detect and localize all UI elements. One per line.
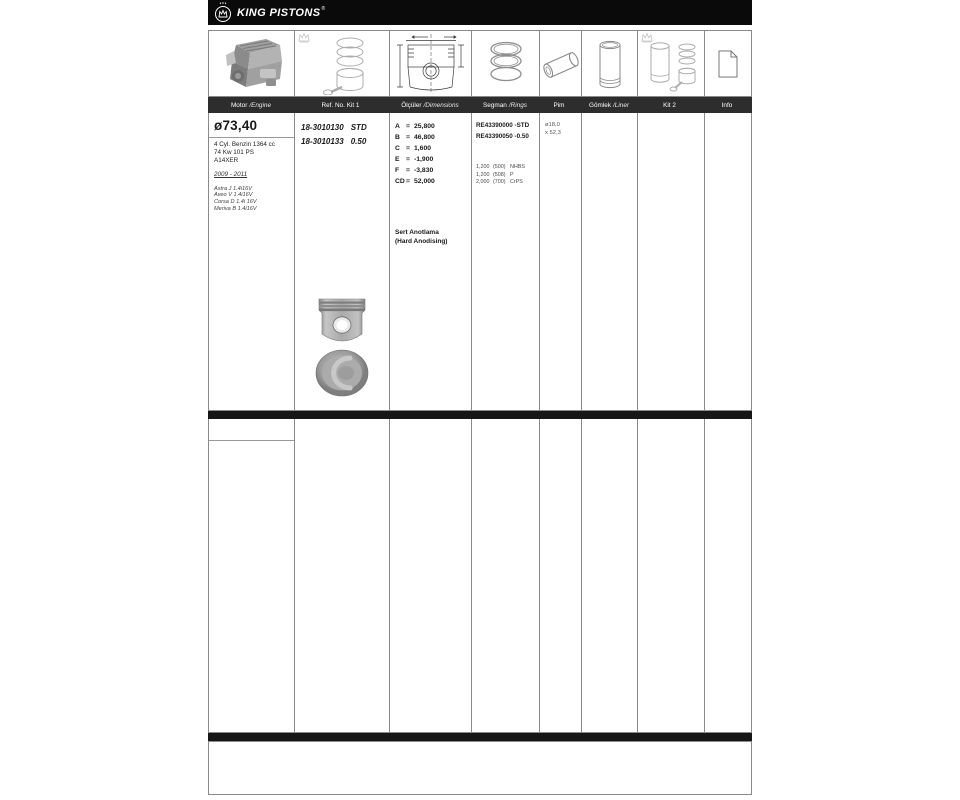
kit1-ref-row (301, 135, 383, 149)
pin-cell-empty (540, 419, 582, 732)
dimensions-cell-empty (390, 419, 472, 732)
motor-engine-cell (209, 113, 295, 410)
pin-length: x 52,3 (545, 130, 561, 136)
coating-note (395, 228, 447, 246)
ring-spec-row (476, 164, 536, 172)
header-label-en: /Rings (508, 101, 527, 109)
dimension-row (395, 165, 467, 176)
ring-code: (500) (493, 164, 506, 170)
kit2-cell-empty (638, 419, 705, 732)
header-label-en: /Engine (249, 101, 272, 109)
dimensions-cell (390, 113, 472, 410)
dimension-value: 46,800 (414, 134, 435, 141)
equals-sign: = (406, 178, 410, 185)
header-label: Info (721, 101, 733, 109)
header-label: Ref. No. Kit 1 (321, 101, 360, 109)
dimension-row (395, 176, 467, 187)
kit2-cell (638, 113, 705, 410)
header-label: Ölçüler (401, 101, 422, 109)
ring-type: CrPS (510, 179, 523, 186)
cylinder-liner-icon (584, 34, 636, 94)
ref-no-kit1-cell (295, 113, 390, 410)
column-header-liner (581, 97, 637, 113)
ring-type: P (510, 171, 514, 178)
ring-size: 2,000 (476, 179, 490, 186)
ring-ref-list (472, 113, 539, 142)
dimension-label: C (395, 145, 400, 152)
product-icons-row (208, 30, 752, 97)
engine-photo-cell (209, 31, 295, 96)
column-header-pin (539, 97, 581, 113)
footer-divider-bar (208, 733, 752, 741)
empty-catalog-row (208, 419, 752, 733)
kit1-ref-row (301, 121, 383, 135)
piston-dimensions-cell (390, 31, 472, 96)
cylinder-liner-cell (582, 31, 638, 96)
piston-photos (295, 296, 389, 397)
brand-bar (208, 0, 752, 25)
vehicle-model: Corsa D 1.4i 16V (214, 199, 257, 206)
piston-kit-cell (295, 31, 390, 96)
liner-cell (582, 113, 638, 410)
info-cell-empty (705, 419, 751, 732)
column-header-rings (471, 97, 539, 113)
piston-pin-icon (541, 35, 581, 93)
vehicle-model: Aveo V 1.4i16V (214, 192, 253, 199)
ref-no-kit1-cell-empty (295, 419, 390, 732)
pin-dimensions (540, 113, 581, 137)
motor-engine-cell-empty (209, 419, 295, 732)
kit1-ref-size: 0.50 (350, 137, 367, 146)
bore-divider-line (209, 419, 294, 441)
dimension-row (395, 143, 467, 154)
engine-code: A14XER (214, 157, 239, 165)
info-document-icon (715, 49, 741, 79)
dimension-row (395, 154, 467, 165)
header-label: Gömlek (588, 101, 612, 109)
rings-cell-empty (472, 419, 540, 732)
column-header-ref-kit1 (294, 97, 389, 113)
brand-crown-icon (213, 2, 233, 23)
dimension-row (395, 132, 467, 143)
equals-sign: = (406, 167, 410, 174)
section-divider-bar (208, 411, 752, 419)
dimension-value: 52,000 (414, 178, 435, 185)
engine-photo-icon (214, 35, 290, 93)
piston-rings-cell (472, 31, 540, 96)
kit1-ref-number: 18-3010130 (301, 123, 344, 132)
dimension-label: B (395, 134, 400, 141)
info-data-cell (705, 113, 751, 410)
ring-spec-row (476, 179, 536, 187)
table-header-row (208, 97, 752, 113)
equals-sign: = (406, 145, 410, 152)
engine-years: 2009 - 2011 (214, 170, 248, 178)
column-header-info (704, 97, 752, 113)
catalog-data-row (208, 113, 752, 411)
dimensions-list (390, 113, 471, 187)
dimension-value: 1,600 (414, 145, 432, 152)
equals-sign: = (406, 134, 410, 141)
vehicle-model: Meriva B 1.4i16V (214, 206, 257, 212)
liner-cell-empty (582, 419, 638, 732)
piston-pin-cell (540, 31, 582, 96)
equals-sign: = (406, 123, 410, 130)
header-label: Segman (483, 101, 507, 109)
ring-ref: RE43390000 -STD (476, 122, 530, 129)
crown-watermark-icon (297, 32, 311, 43)
pin-cell (540, 113, 582, 410)
header-label-en: /Dimensions (423, 101, 459, 109)
ring-size: 1,200 (476, 171, 490, 178)
ring-code: (700) (493, 179, 506, 186)
ring-ref: RE43390050 -0.50 (476, 132, 529, 140)
brand-trademark: ® (321, 5, 326, 12)
bore-diameter: ø73,40 (214, 118, 258, 133)
engine-spec-line: 4 Cyl. Benzin 1364 cc (214, 141, 275, 148)
pin-diameter: ø18,0 (545, 122, 560, 128)
rings-cell (472, 113, 540, 410)
coating-note-en: (Hard Anodising) (395, 238, 448, 245)
kit1-ref-size: STD (350, 123, 367, 132)
equals-sign: = (406, 156, 410, 163)
header-label: Pim (553, 101, 565, 109)
dimension-row (395, 121, 467, 132)
footer-box (208, 741, 752, 795)
dimension-value: -1,900 (414, 156, 434, 163)
engine-spec-lines (209, 138, 294, 166)
crown-watermark-icon (640, 32, 654, 43)
dimension-label: CD (395, 178, 405, 185)
piston-dimensions-diagram-icon (392, 33, 470, 95)
ring-spec-list (476, 164, 536, 187)
header-label: Kit 2 (663, 101, 676, 109)
column-header-dimensions (389, 97, 471, 113)
column-header-kit2 (637, 97, 704, 113)
bore-block (209, 113, 294, 138)
ring-type: NHBS (510, 164, 525, 170)
vehicle-model: Astra J 1.4i16V (214, 185, 252, 192)
kit2-assembly-cell (638, 31, 705, 96)
kit1-ref-number: 18-3010133 (301, 137, 344, 146)
engine-spec-line: 74 Kw 101 PS (214, 149, 254, 157)
piston-kit-icon (298, 33, 386, 95)
brand-name: KING PISTONS (237, 6, 321, 19)
coating-note-tr: Sert Anotlama (395, 229, 439, 236)
info-cell (705, 31, 751, 96)
dimension-label: E (395, 156, 400, 163)
kit1-ref-list (295, 113, 389, 149)
column-header-motor (208, 97, 294, 113)
piston-side-photo (312, 296, 372, 344)
header-label: Motor (230, 101, 248, 109)
piston-rings-icon (475, 34, 537, 94)
piston-top-photo (314, 349, 370, 397)
dimension-value: 25,800 (414, 123, 435, 130)
ring-size: 1,200 (476, 164, 490, 170)
dimension-label: F (395, 167, 400, 174)
dimension-value: -3,830 (414, 167, 434, 174)
vehicle-models-list (214, 186, 289, 213)
ring-code: (508) (493, 171, 506, 178)
dimension-label: A (395, 123, 400, 130)
ring-spec-row (476, 172, 536, 180)
header-label-en: /Liner (613, 101, 630, 109)
